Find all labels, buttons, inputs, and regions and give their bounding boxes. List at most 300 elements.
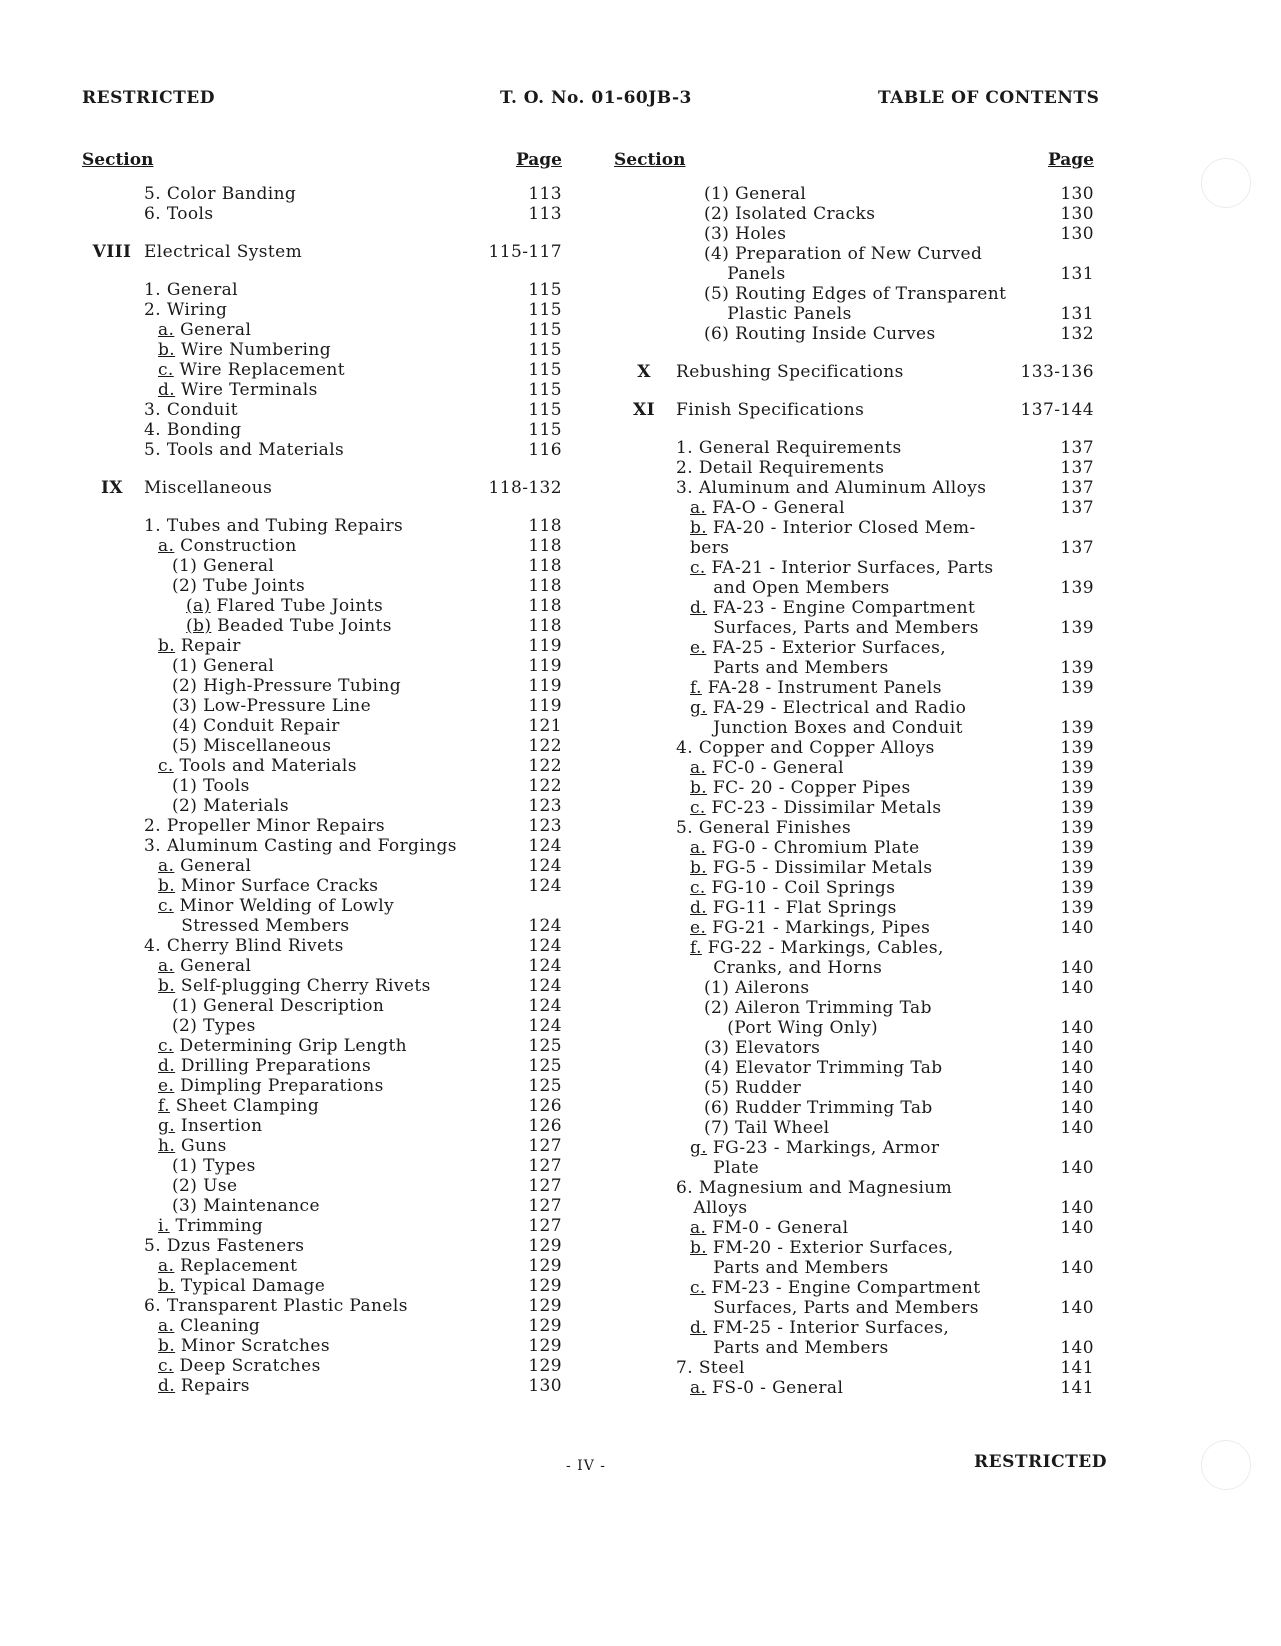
entry-title: Minor Welding of Lowly Stressed Members — [179, 896, 395, 936]
header-document-number: T. O. No. 01-60JB-3 — [500, 88, 692, 108]
toc-entry — [614, 458, 1094, 478]
entry-marker: d. — [690, 598, 708, 618]
entry-page-number: 140 — [1060, 1058, 1094, 1078]
page-column-label: Page — [515, 150, 562, 170]
entry-marker: c. — [690, 798, 706, 818]
section-number: XI — [633, 400, 655, 420]
entry-page-number: 129 — [528, 1356, 562, 1376]
entry-title: General — [735, 184, 807, 204]
entry-page-number: 118 — [528, 536, 562, 556]
entry-page-number: 124 — [528, 1016, 562, 1036]
entry-page-number: 119 — [528, 696, 562, 716]
toc-entry — [614, 224, 1094, 244]
entry-title: Self-plugging Cherry Rivets — [180, 976, 431, 996]
entry-page-number: 137-144 — [1020, 400, 1094, 420]
entry-title: FM-0 - General — [712, 1218, 849, 1238]
entry-marker: (5) — [704, 284, 730, 304]
toc-entry — [82, 1036, 562, 1056]
entry-page-number: 140 — [1060, 1298, 1094, 1318]
entry-page-number: 113 — [528, 204, 562, 224]
section-number: VIII — [92, 242, 132, 262]
toc-entry — [82, 1116, 562, 1136]
entry-title: Conduit — [166, 400, 238, 420]
toc-entry — [614, 1318, 1094, 1358]
toc-entry — [614, 478, 1094, 498]
toc-entry — [82, 1256, 562, 1276]
entry-marker: a. — [158, 856, 175, 876]
entry-page-number: 119 — [528, 656, 562, 676]
entry-marker: g. — [158, 1116, 176, 1136]
entry-title: Aluminum Casting and Forgings — [166, 836, 457, 856]
entry-marker: (3) — [172, 696, 198, 716]
entry-title: Miscellaneous — [203, 736, 332, 756]
toc-entry — [82, 756, 562, 776]
entry-marker: h. — [158, 1136, 176, 1156]
entry-marker: 6. — [144, 204, 162, 224]
entry-page-number: 129 — [528, 1256, 562, 1276]
toc-entry — [82, 1276, 562, 1296]
toc-entry — [614, 1058, 1094, 1078]
toc-entry — [82, 280, 562, 300]
entry-page-number: 124 — [528, 856, 562, 876]
entry-marker: 6. — [676, 1178, 694, 1198]
entry-title: General Description — [203, 996, 385, 1016]
entry-page-number: 115-117 — [488, 242, 562, 262]
entry-page-number: 139 — [1060, 858, 1094, 878]
entry-marker: 4. — [676, 738, 694, 758]
entry-title: Use — [203, 1176, 238, 1196]
toc-entry — [82, 300, 562, 320]
entry-marker: c. — [158, 896, 174, 916]
entry-page-number: 126 — [528, 1096, 562, 1116]
entry-title: FG-11 - Flat Springs — [712, 898, 897, 918]
toc-entry — [82, 956, 562, 976]
entry-page-number: 124 — [528, 976, 562, 996]
entry-page-number: 139 — [1060, 758, 1094, 778]
entry-page-number: 130 — [528, 1376, 562, 1396]
entry-marker: d. — [690, 898, 708, 918]
section-number: IX — [101, 478, 123, 498]
toc-entry — [82, 976, 562, 996]
entry-title: FA-23 - Engine Compartment Surfaces, Parts and Members — [712, 598, 979, 638]
punch-hole — [1201, 1440, 1251, 1490]
entry-title: Dimpling Preparations — [180, 1076, 384, 1096]
entry-marker: g. — [690, 1138, 708, 1158]
entry-page-number: 140 — [1060, 1258, 1094, 1278]
entry-title: FG-23 - Markings, Armor Plate — [712, 1138, 940, 1178]
entry-title: Repairs — [180, 1376, 250, 1396]
entry-page-number: 124 — [528, 876, 562, 896]
entry-title: Routing Inside Curves — [735, 324, 936, 344]
entry-title: FC- 20 - Copper Pipes — [712, 778, 911, 798]
entry-title: Wire Terminals — [180, 380, 318, 400]
entry-marker: b. — [690, 858, 708, 878]
entry-page-number: 122 — [528, 756, 562, 776]
toc-entry — [614, 638, 1094, 678]
toc-entry — [614, 1098, 1094, 1118]
toc-entry — [614, 1178, 1094, 1218]
entry-page-number: 127 — [528, 1136, 562, 1156]
entry-page-number: 140 — [1060, 958, 1094, 978]
entry-title: Electrical System — [144, 242, 303, 262]
entry-marker: a. — [690, 498, 707, 518]
entry-page-number: 141 — [1060, 1378, 1094, 1398]
entry-title: FA-20 - Interior Closed Mem- bers — [690, 518, 976, 558]
entry-marker: (6) — [704, 1098, 730, 1118]
entry-marker: 1. — [676, 438, 694, 458]
entry-page-number: 125 — [528, 1056, 562, 1076]
entry-title: Deep Scratches — [179, 1356, 321, 1376]
entry-page-number: 139 — [1060, 778, 1094, 798]
entry-marker: 2. — [144, 816, 162, 836]
entry-page-number: 123 — [528, 816, 562, 836]
entry-marker: (6) — [704, 324, 730, 344]
toc-entry — [82, 556, 562, 576]
entry-page-number: 137 — [1060, 478, 1094, 498]
toc-entry — [82, 1236, 562, 1256]
toc-entry — [82, 1356, 562, 1376]
entry-page-number: 122 — [528, 736, 562, 756]
entry-marker: 4. — [144, 420, 162, 440]
toc-entry — [614, 1118, 1094, 1138]
entry-marker: a. — [690, 838, 707, 858]
toc-entry — [82, 1136, 562, 1156]
entry-marker: d. — [158, 380, 176, 400]
toc-entry — [614, 918, 1094, 938]
toc-entry — [614, 678, 1094, 698]
toc-entry — [82, 1296, 562, 1316]
entry-page-number: 126 — [528, 1116, 562, 1136]
entry-marker: (5) — [704, 1078, 730, 1098]
entry-marker: c. — [690, 1278, 706, 1298]
toc-entry — [82, 636, 562, 656]
punch-hole — [1201, 158, 1251, 208]
entry-marker: c. — [690, 878, 706, 898]
entry-title: High-Pressure Tubing — [203, 676, 401, 696]
entry-title: FM-25 - Interior Surfaces, Parts and Members — [712, 1318, 950, 1358]
toc-entry — [614, 558, 1094, 598]
entry-title: Magnesium and Magnesium Alloys — [693, 1178, 953, 1218]
toc-entry — [82, 796, 562, 816]
entry-title: General Finishes — [698, 818, 852, 838]
entry-title: Transparent Plastic Panels — [166, 1296, 408, 1316]
toc-entry — [82, 716, 562, 736]
entry-page-number: 118 — [528, 576, 562, 596]
entry-title: General — [203, 556, 275, 576]
entry-marker: g. — [690, 698, 708, 718]
toc-entry — [82, 656, 562, 676]
entry-page-number: 132 — [1060, 324, 1094, 344]
toc-entry — [82, 776, 562, 796]
entry-page-number: 115 — [528, 380, 562, 400]
entry-marker: a. — [158, 1256, 175, 1276]
entry-page-number: 124 — [528, 836, 562, 856]
toc-entry — [614, 598, 1094, 638]
toc-entry — [82, 420, 562, 440]
column-header — [614, 150, 1094, 184]
entry-marker: (2) — [172, 1016, 198, 1036]
entry-title: Rudder — [735, 1078, 802, 1098]
entry-title: Construction — [180, 536, 297, 556]
toc-section-entry — [82, 478, 562, 498]
section-number: X — [637, 362, 651, 382]
entry-page-number: 115 — [528, 420, 562, 440]
toc-entry — [82, 1336, 562, 1356]
entry-page-number: 116 — [528, 440, 562, 460]
entry-page-number: 124 — [528, 936, 562, 956]
entry-page-number: 118 — [528, 556, 562, 576]
toc-entry — [614, 438, 1094, 458]
entry-title: Wire Numbering — [180, 340, 331, 360]
entry-page-number: 133-136 — [1020, 362, 1094, 382]
entry-marker: 5. — [144, 184, 162, 204]
entry-page-number: 139 — [1060, 578, 1094, 598]
entry-marker: 6. — [144, 1296, 162, 1316]
entry-marker: a. — [690, 758, 707, 778]
entry-marker: (b) — [186, 616, 212, 636]
entry-marker: a. — [158, 536, 175, 556]
entry-page-number: 129 — [528, 1296, 562, 1316]
toc-entry — [82, 616, 562, 636]
entry-page-number: 129 — [528, 1236, 562, 1256]
toc-entry — [82, 576, 562, 596]
toc-entry — [82, 400, 562, 420]
entry-title: Types — [203, 1156, 256, 1176]
entry-page-number: 139 — [1060, 898, 1094, 918]
entry-marker: i. — [158, 1216, 170, 1236]
entry-page-number: 118 — [528, 516, 562, 536]
entry-marker: f. — [158, 1096, 170, 1116]
toc-entry — [614, 1358, 1094, 1378]
toc-entry — [82, 340, 562, 360]
entry-title: Replacement — [180, 1256, 298, 1276]
toc-entry — [614, 998, 1094, 1038]
entry-marker: 5. — [144, 440, 162, 460]
entry-page-number: 119 — [528, 676, 562, 696]
entry-title: FA-21 - Interior Surfaces, Parts and Open Members — [711, 558, 994, 598]
toc-column-left — [82, 150, 562, 1396]
entry-title: Aileron Trimming Tab (Port Wing Only) — [727, 998, 932, 1038]
toc-entry — [614, 838, 1094, 858]
entry-marker: c. — [690, 558, 706, 578]
toc-entry — [614, 518, 1094, 558]
entry-marker: (2) — [172, 796, 198, 816]
entry-marker: b. — [158, 636, 176, 656]
entry-title: FG-21 - Markings, Pipes — [712, 918, 931, 938]
toc-entry — [614, 738, 1094, 758]
entry-title: Drilling Preparations — [180, 1056, 372, 1076]
toc-entry — [82, 1016, 562, 1036]
section-column-label: Section — [614, 150, 686, 170]
entry-marker: 2. — [144, 300, 162, 320]
entry-marker: (1) — [172, 656, 198, 676]
entry-title: Bonding — [166, 420, 242, 440]
entry-title: FA-O - General — [712, 498, 845, 518]
entry-page-number: 140 — [1060, 1158, 1094, 1178]
toc-entry — [82, 996, 562, 1016]
entry-title: Tools — [203, 776, 250, 796]
entry-marker: a. — [158, 956, 175, 976]
entry-page-number: 115 — [528, 340, 562, 360]
entry-title: Steel — [698, 1358, 745, 1378]
entry-title: General — [166, 280, 238, 300]
entry-title: Guns — [180, 1136, 227, 1156]
entry-page-number: 137 — [1060, 538, 1094, 558]
entry-page-number: 129 — [528, 1276, 562, 1296]
entry-marker: a. — [690, 1218, 707, 1238]
entry-title: FG-0 - Chromium Plate — [712, 838, 920, 858]
entry-marker: (2) — [172, 576, 198, 596]
entry-title: FM-23 - Engine Compartment Surfaces, Parts and Members — [711, 1278, 981, 1318]
toc-entry — [614, 244, 1094, 284]
entry-title: Tubes and Tubing Repairs — [166, 516, 404, 536]
entry-marker: 4. — [144, 936, 162, 956]
entry-page-number: 118-132 — [488, 478, 562, 498]
entry-page-number: 140 — [1060, 978, 1094, 998]
toc-section-entry — [614, 362, 1094, 382]
entry-page-number: 125 — [528, 1076, 562, 1096]
entry-page-number: 130 — [1060, 184, 1094, 204]
entry-title: Holes — [735, 224, 787, 244]
toc-entry — [82, 1056, 562, 1076]
entry-title: Cherry Blind Rivets — [166, 936, 344, 956]
entry-page-number: 118 — [528, 596, 562, 616]
entry-marker: (2) — [172, 676, 198, 696]
entry-marker: a. — [690, 1378, 707, 1398]
toc-entry — [614, 898, 1094, 918]
toc-entry — [82, 856, 562, 876]
toc-entry — [82, 736, 562, 756]
entry-page-number: 140 — [1060, 1218, 1094, 1238]
toc-entry — [614, 498, 1094, 518]
entry-page-number: 129 — [528, 1316, 562, 1336]
toc-entry — [614, 204, 1094, 224]
entry-title: Typical Damage — [180, 1276, 326, 1296]
entry-title: Trimming — [175, 1216, 264, 1236]
toc-entry — [82, 320, 562, 340]
entry-marker: (1) — [172, 1156, 198, 1176]
entry-page-number: 139 — [1060, 658, 1094, 678]
toc-entry — [614, 284, 1094, 324]
toc-entry — [614, 978, 1094, 998]
entry-page-number: 140 — [1060, 1018, 1094, 1038]
entry-marker: (4) — [704, 244, 730, 264]
toc-entry — [82, 516, 562, 536]
entry-title: Determining Grip Length — [179, 1036, 408, 1056]
entry-title: Wiring — [166, 300, 228, 320]
entry-page-number: 115 — [528, 300, 562, 320]
entry-page-number: 129 — [528, 1336, 562, 1356]
entry-page-number: 127 — [528, 1176, 562, 1196]
toc-entry — [614, 798, 1094, 818]
toc-entry — [82, 1156, 562, 1176]
entry-page-number: 140 — [1060, 1078, 1094, 1098]
toc-entry — [614, 1138, 1094, 1178]
entry-marker: (1) — [172, 776, 198, 796]
entry-page-number: 113 — [528, 184, 562, 204]
entry-page-number: 123 — [528, 796, 562, 816]
entry-title: Minor Scratches — [180, 1336, 330, 1356]
entry-page-number: 139 — [1060, 798, 1094, 818]
toc-entry — [82, 936, 562, 956]
toc-entry — [614, 698, 1094, 738]
entry-page-number: 122 — [528, 776, 562, 796]
entry-marker: (3) — [704, 224, 730, 244]
entry-marker: (1) — [704, 978, 730, 998]
entry-page-number: 139 — [1060, 718, 1094, 738]
entry-title: FM-20 - Exterior Surfaces, Parts and Members — [712, 1238, 954, 1278]
entry-title: Types — [203, 1016, 256, 1036]
entry-marker: 3. — [144, 400, 162, 420]
entry-marker: (a) — [186, 596, 211, 616]
toc-section-entry — [82, 242, 562, 262]
entry-marker: 1. — [144, 280, 162, 300]
entry-page-number: 115 — [528, 320, 562, 340]
entry-title: Beaded Tube Joints — [217, 616, 392, 636]
entry-marker: 7. — [676, 1358, 694, 1378]
entry-title: Miscellaneous — [144, 478, 273, 498]
entry-marker: (1) — [172, 556, 198, 576]
entry-title: Materials — [203, 796, 289, 816]
entry-title: Ailerons — [735, 978, 810, 998]
toc-entry — [82, 360, 562, 380]
entry-page-number: 130 — [1060, 224, 1094, 244]
entry-title: Routing Edges of Transparent Plastic Panels — [727, 284, 1007, 324]
entry-marker: e. — [690, 918, 707, 938]
section-column-label: Section — [82, 150, 154, 170]
entry-marker: d. — [158, 1056, 176, 1076]
entry-marker: 1. — [144, 516, 162, 536]
toc-entry — [614, 1278, 1094, 1318]
entry-title: Insertion — [180, 1116, 263, 1136]
entry-title: Tube Joints — [203, 576, 306, 596]
entry-title: FG-22 - Markings, Cables, Cranks, and Horns — [707, 938, 944, 978]
entry-page-number: 140 — [1060, 1038, 1094, 1058]
entry-marker: c. — [158, 1036, 174, 1056]
entry-title: Tail Wheel — [735, 1118, 830, 1138]
toc-entry — [614, 1078, 1094, 1098]
entry-marker: (5) — [172, 736, 198, 756]
entry-marker: b. — [158, 340, 176, 360]
entry-page-number: 137 — [1060, 498, 1094, 518]
toc-entry — [82, 1176, 562, 1196]
toc-entry — [614, 1218, 1094, 1238]
toc-entry — [614, 184, 1094, 204]
entry-marker: b. — [158, 1336, 176, 1356]
entry-page-number: 127 — [528, 1216, 562, 1236]
toc-entry — [82, 696, 562, 716]
entry-page-number: 140 — [1060, 1338, 1094, 1358]
entry-page-number: 131 — [1060, 304, 1094, 324]
header-section-title: TABLE OF CONTENTS — [878, 88, 1100, 108]
entry-page-number: 127 — [528, 1156, 562, 1176]
entry-title: Conduit Repair — [203, 716, 340, 736]
toc-entry — [82, 380, 562, 400]
entry-page-number: 141 — [1060, 1358, 1094, 1378]
entry-page-number: 139 — [1060, 818, 1094, 838]
entry-marker: (4) — [704, 1058, 730, 1078]
entry-title: Propeller Minor Repairs — [166, 816, 385, 836]
entry-marker: (1) — [172, 996, 198, 1016]
entry-title: Repair — [180, 636, 241, 656]
entry-marker: c. — [158, 1356, 174, 1376]
entry-title: Sheet Clamping — [175, 1096, 320, 1116]
entry-title: Copper and Copper Alloys — [698, 738, 935, 758]
entry-title: General — [180, 856, 252, 876]
toc-entry — [82, 836, 562, 856]
entry-title: Dzus Fasteners — [166, 1236, 305, 1256]
entry-title: FG-5 - Dissimilar Metals — [712, 858, 933, 878]
